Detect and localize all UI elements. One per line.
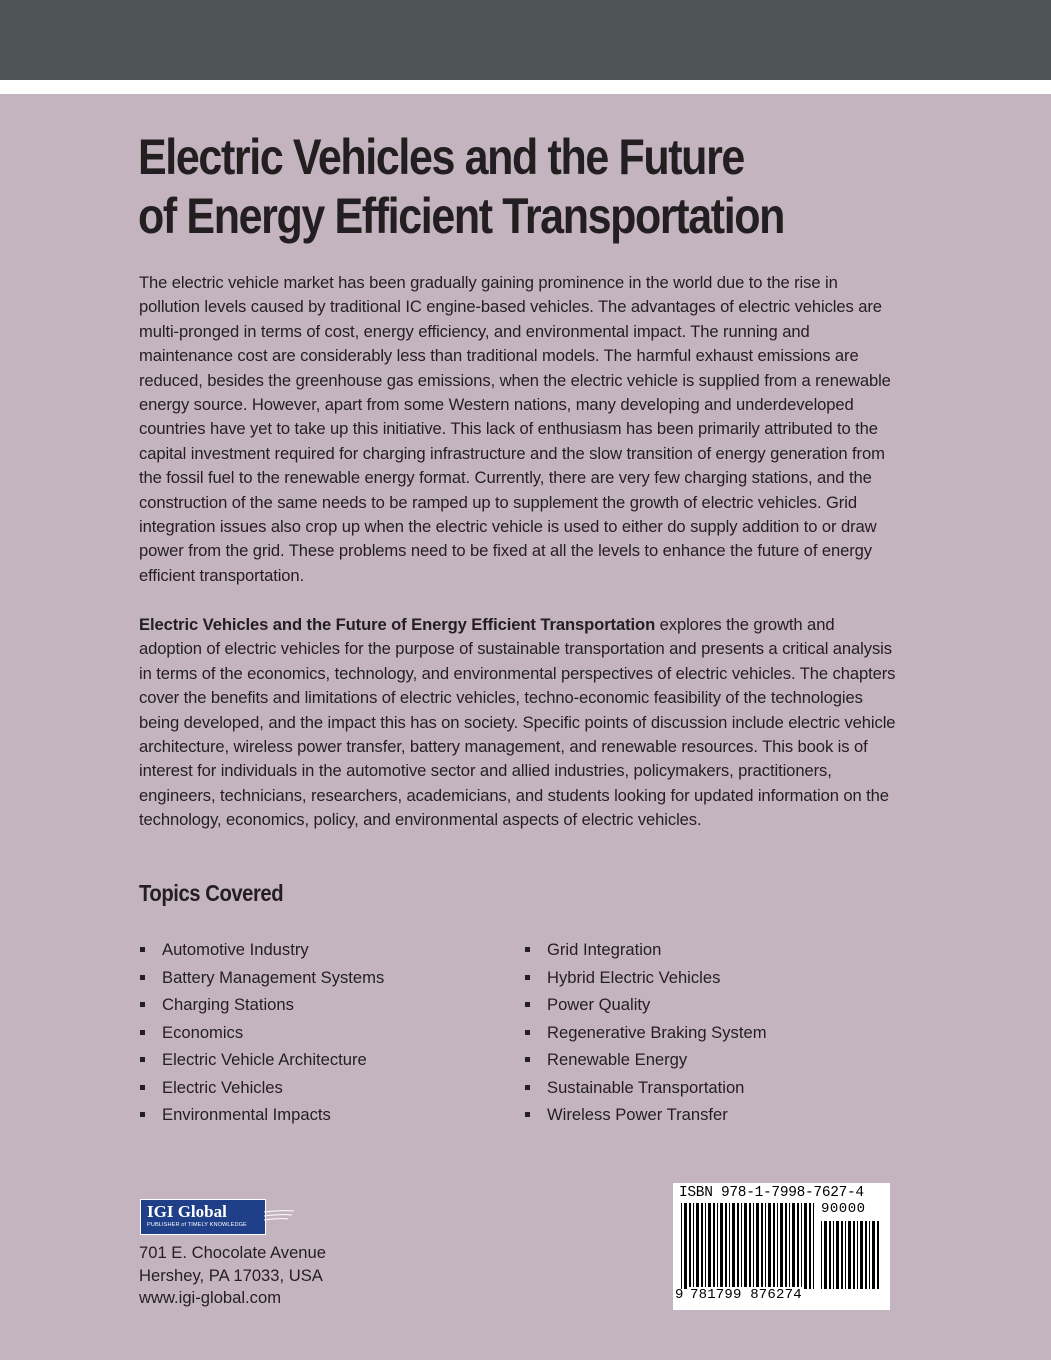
topic-item: [140, 1101, 384, 1129]
barcode-bar: [765, 1203, 766, 1289]
barcode-bar: [684, 1203, 687, 1289]
bullet-icon: [525, 975, 530, 980]
bullet-icon: [525, 1085, 530, 1090]
barcode-bar: [737, 1203, 739, 1289]
topic-label: Environmental Impacts: [162, 1105, 331, 1124]
barcode-bar: [705, 1203, 706, 1289]
barcode-bar: [824, 1221, 827, 1289]
barcode-bar: [713, 1203, 715, 1289]
topic-item: [525, 1046, 767, 1074]
description-paragraph-2: [139, 613, 899, 833]
topic-label: Renewable Energy: [547, 1050, 688, 1069]
barcode-bar: [773, 1203, 775, 1289]
barcode-bar: [708, 1203, 711, 1289]
barcode-bar: [865, 1221, 867, 1289]
bullet-icon: [525, 1112, 530, 1117]
topic-label: Charging Stations: [162, 995, 294, 1014]
topic-item: [525, 1019, 767, 1047]
barcode-bar: [777, 1203, 778, 1289]
topic-item: [140, 964, 384, 992]
barcode-bar: [701, 1203, 703, 1289]
book-title: [138, 128, 878, 246]
ean-barcode-icon: [681, 1203, 817, 1289]
bullet-icon: [140, 1112, 145, 1117]
topic-item: [525, 964, 767, 992]
barcode-bar: [821, 1221, 822, 1289]
topic-label: Automotive Industry: [162, 940, 309, 959]
barcode-bar: [693, 1203, 694, 1289]
topics-heading: Topics Covered: [139, 880, 284, 906]
topic-label: Sustainable Transportation: [547, 1077, 745, 1097]
description-paragraph-1: The electric vehicle market has been gradually gaining prominence in the world due to the rise in pollution levels caused by traditional IC engine-based vehicles. The advantages of electric vehicles are multi-pronged in terms of cost, energy efficiency, and environmental impact. The running and maintenance cost are considerably less than traditional models. The harmful exhaust emissions are reduced, besides the greenhouse gas emissions, when the electric vehicle is supplied from a renewable energy source. However, apart from some Western nations, many developing and underdeveloped countries have yet to take up this initiative. This lack of enthusiasm has been primarily attributed to the capital investment required for charging infrastructure and the slow transition of energy generation from the fossil fuel to the renewable energy format. Currently, there are very few charging stations, and the construction of the same needs to be ramped up to supplement the growth of electric vehicles. Grid integration issues also crop up when the electric vehicle is used to either do supply addition to or draw power from the grid. These problems need to be fixed at all the levels to enhance the future of energy efficient transportation.: [139, 273, 891, 585]
topic-item: [140, 1074, 384, 1102]
supplement-barcode-icon: [821, 1221, 883, 1289]
top-band: [0, 0, 1051, 80]
bullet-icon: [525, 1057, 530, 1062]
topic-item: [140, 936, 384, 964]
barcode-bar: [836, 1221, 839, 1289]
barcode-bar: [725, 1203, 727, 1289]
barcode-bar: [809, 1203, 811, 1289]
address-line-2: Hershey, PA 17033, USA: [139, 1265, 323, 1285]
logo-tagline: PUBLISHER of TIMELY KNOWLEDGE: [147, 1222, 247, 1228]
topic-label: Electric Vehicle Architecture: [162, 1050, 367, 1069]
topics-list-left: [140, 936, 384, 1129]
topics-list-right: [525, 936, 767, 1129]
topic-label: Power Quality: [547, 995, 651, 1014]
topic-label: Wireless Power Transfer: [547, 1105, 728, 1124]
barcode-bar: [749, 1203, 751, 1289]
barcode-bar: [761, 1203, 763, 1289]
barcode-bar: [872, 1221, 875, 1289]
barcode-bar: [833, 1221, 834, 1289]
bullet-icon: [140, 975, 145, 980]
barcode-bar: [792, 1203, 795, 1289]
topic-label: Electric Vehicles: [162, 1077, 283, 1097]
barcode-bar: [848, 1221, 851, 1289]
bullet-icon: [140, 1030, 145, 1035]
book-title-line-2: of Energy Efficient Transportation: [138, 188, 785, 244]
barcode-bar: [753, 1203, 754, 1289]
barcode-bar: [804, 1203, 807, 1289]
supplement-code: 90000: [821, 1201, 866, 1217]
barcode-bar: [720, 1203, 723, 1289]
topic-label: Grid Integration: [547, 940, 662, 959]
barcode-bar: [801, 1203, 802, 1289]
topic-label: Battery Management Systems: [162, 967, 385, 987]
barcode-bar: [780, 1203, 783, 1289]
barcode-bar: [741, 1203, 742, 1289]
barcode-bar: [785, 1203, 787, 1289]
bullet-icon: [140, 1085, 145, 1090]
barcode-bar: [860, 1221, 863, 1289]
barcode-bar: [797, 1203, 799, 1289]
barcode-bar: [717, 1203, 718, 1289]
book-title-line-1: Electric Vehicles and the Future: [138, 129, 744, 185]
igi-global-logo: [140, 1199, 266, 1235]
topic-item: [140, 1019, 384, 1047]
barcode-bar: [877, 1221, 879, 1289]
barcode-bar: [857, 1221, 858, 1289]
barcode-bar: [789, 1203, 790, 1289]
barcode-bar: [853, 1221, 855, 1289]
barcode-bar: [845, 1221, 846, 1289]
barcode-bar: [681, 1203, 682, 1289]
bullet-icon: [525, 1030, 530, 1035]
paragraph-2-body: explores the growth and adoption of electric vehicles for the purpose of sustainable transportation and presents a critical analysis in terms of the economics, technology, and environmental perspectives of electric vehicles. The chapters cover the benefits and limitations of electric vehicles, techno-economic feasibility of the technologies being developed, and the impact this has on society. Specific points of discussion include electric vehicle architecture, wireless power transfer, battery management, and renewable resources. This book is of interest for individuals in the automotive sector and allied industries, policymakers, practitioners, engineers, technicians, researchers, academicians, and students looking for updated information on the technology, economics, policy, and environmental aspects of electric vehicles.: [139, 615, 896, 830]
bullet-icon: [140, 1057, 145, 1062]
barcode-bar: [841, 1221, 843, 1289]
barcode-bar: [813, 1203, 814, 1289]
topic-item: [140, 1046, 384, 1074]
barcode-bar: [829, 1221, 831, 1289]
publisher-address: [139, 1242, 326, 1310]
isbn-barcode: [673, 1183, 890, 1310]
bullet-icon: [525, 1002, 530, 1007]
barcode-bar: [732, 1203, 735, 1289]
barcode-bar: [756, 1203, 759, 1289]
isbn-label: ISBN 978-1-7998-7627-4: [679, 1185, 864, 1201]
white-rule: [0, 80, 1051, 94]
topic-label: Regenerative Braking System: [547, 1022, 767, 1042]
paragraph-2-book-title: Electric Vehicles and the Future of Energy Efficient Transportation: [139, 615, 656, 634]
bullet-icon: [140, 947, 145, 952]
topic-label: Economics: [162, 1022, 244, 1042]
barcode-bar: [729, 1203, 730, 1289]
bullet-icon: [525, 947, 530, 952]
bullet-icon: [140, 1002, 145, 1007]
barcode-bar: [768, 1203, 771, 1289]
topic-item: [525, 1074, 767, 1102]
website-link[interactable]: www.igi-global.com: [139, 1288, 282, 1307]
topic-item: [525, 936, 767, 964]
barcode-bar: [689, 1203, 691, 1289]
topic-label: Hybrid Electric Vehicles: [547, 967, 721, 987]
barcode-bar: [869, 1221, 870, 1289]
barcode-bar: [744, 1203, 747, 1289]
address-line-1: 701 E. Chocolate Avenue: [139, 1243, 326, 1262]
ean-first-digit: 9: [675, 1287, 684, 1303]
topic-item: [525, 1101, 767, 1129]
barcode-bar: [696, 1203, 699, 1289]
ean-digits: 781799 876274: [690, 1287, 802, 1303]
topic-item: [525, 991, 767, 1019]
logo-swoosh-icon: [264, 1210, 296, 1224]
topic-item: [140, 991, 384, 1019]
logo-name: IGI Global: [147, 1202, 227, 1221]
